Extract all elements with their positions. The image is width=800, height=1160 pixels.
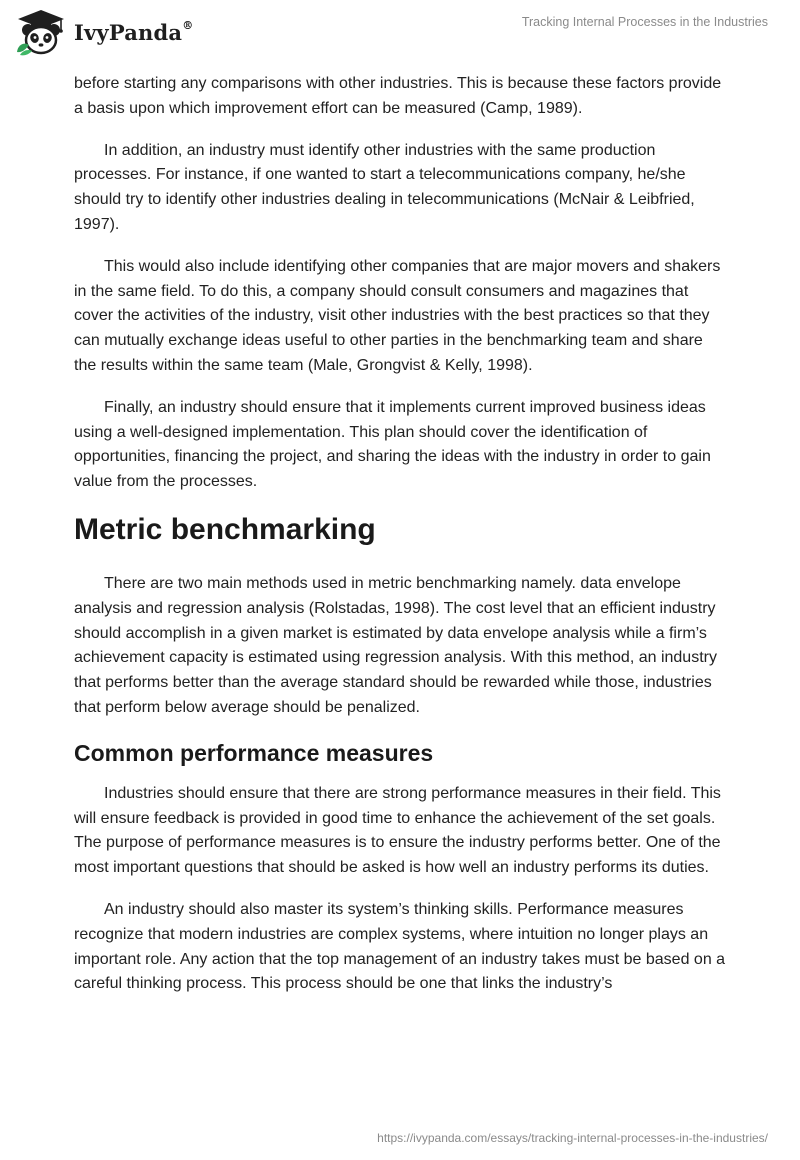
page-header — [0, 0, 800, 64]
section-heading-metric-benchmarking: Metric benchmarking — [74, 512, 376, 546]
ivypanda-logo[interactable] — [14, 8, 193, 56]
source-url[interactable]: https://ivypanda.com/essays/tracking-internal-processes-in-the-industries/ — [377, 1131, 768, 1145]
paragraph: Industries should ensure that there are strong performance measures in their field. This will ensure feedback is provided in good time to enhance the achievement of the set goals. The purpose of performance measures is to ensure the industry performs better. One of the most important questions that should be asked is how well an industry performs its duties. — [74, 784, 721, 877]
panda-graduate-icon — [14, 8, 68, 56]
paragraph: An industry should also master its system’s thinking skills. Performance measures recognize that modern industries are complex systems, where intuition no longer plays an important role. Any action that the top management of an industry takes must be based on a careful thinking process. This process should be one that links the industry’s — [74, 900, 726, 993]
section-heading-performance-measures: Common performance measures — [74, 739, 434, 766]
document-title: Tracking Internal Processes in the Industries — [521, 15, 768, 29]
essay-content — [74, 72, 726, 1014]
paragraph: before starting any comparisons with other industries. This is because these factors provide a basis upon which improvement effort can be measured (Camp, 1989). — [74, 75, 722, 117]
registered-mark: ® — [182, 18, 194, 32]
paragraph: Finally, an industry should ensure that it implements current improved business ideas using a well-designed implementation. This plan should cover the identification of opportunities, financing the project, and sharing the ideas with the industry in order to gain value from the processes. — [74, 398, 711, 491]
paragraph: There are two main methods used in metric benchmarking namely. data envelope analysis and regression analysis (Rolstadas, 1998). The cost level that an efficient industry should accomplish in a given market is estimated by data envelope analysis while a firm’s achievement capacity is estimated using regression analysis. With this method, an industry that performs better than the average standard should be rewarded while those, industries that perform below average should be penalized. — [74, 574, 717, 716]
paragraph: In addition, an industry must identify other industries with the same production processes. For instance, if one wanted to start a telecommunications company, he/she should try to identify other industries dealing in telecommunications (McNair & Leibfried, 1997). — [74, 141, 695, 233]
paragraph: This would also include identifying other companies that are major movers and shakers in the same field. To do this, a company should consult consumers and magazines that cover the activities of the industry, visit other industries with the best practices so that they can mutually exchange ideas useful to other parties in the benchmarking team and share the results within the same team (Male, Grongvist & Kelly, 1998). — [74, 257, 721, 374]
brand-name: IvyPanda® — [74, 18, 194, 45]
